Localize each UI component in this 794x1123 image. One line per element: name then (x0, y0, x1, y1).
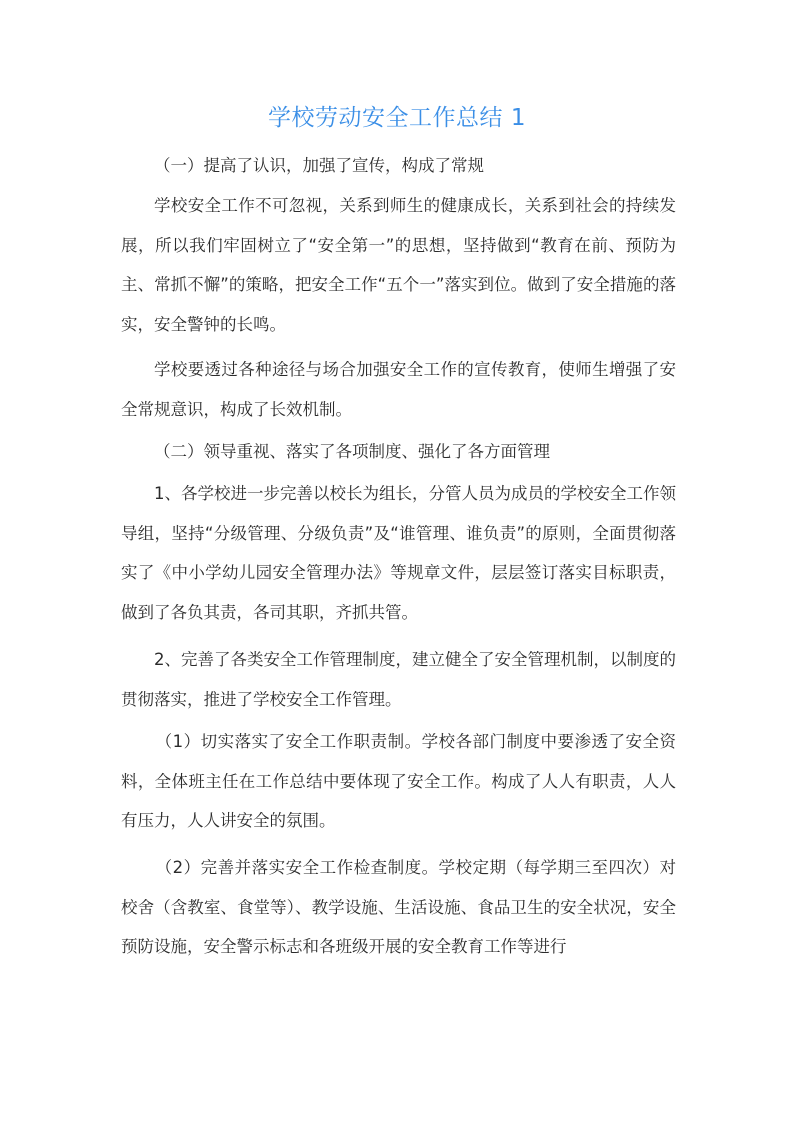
section-heading-1: （一）提高了认识，加强了宣传，构成了常规 (154, 156, 484, 175)
document-title: 学校劳动安全工作总结 1 (268, 105, 526, 131)
body-paragraph-1: 学校安全工作不可忽视，关系到师生的健康成长，关系到社会的持续发展，所以我们牢固树立了“安全第一”的思想，坚持做到“教育在前、预防为主、常抓不懈”的策略，把安全工作“五个一”落实到位。做到了安全措施的落实，安全警钟的长鸣。 (121, 196, 676, 334)
body-paragraph-6: （2）完善并落实安全工作检查制度。学校定期（每学期三至四次）对校舍（含教室、食堂等）、教学设施、生活设施、食品卫生的安全状况，安全预防设施，安全警示标志和各班级开展的安全教育工作等进行 (121, 858, 676, 956)
body-paragraph-2: 学校要透过各种途径与场合加强安全工作的宣传教育，使师生增强了安全常规意识，构成了长效机制。 (121, 360, 676, 419)
body-paragraph-5: （1）切实落实了安全工作职责制。学校各部门制度中要渗透了安全资料，全体班主任在工作总结中要体现了安全工作。构成了人人有职责，人人有压力，人人讲安全的氛围。 (121, 732, 676, 830)
body-paragraph-4: 2、完善了各类安全工作管理制度，建立健全了安全管理机制，以制度的贯彻落实，推进了学校安全工作管理。 (121, 650, 676, 709)
body-paragraph-3: 1、各学校进一步完善以校长为组长，分管人员为成员的学校安全工作领导组，坚持“分级管理、分级负责”及“谁管理、谁负责”的原则，全面贯彻落实了《中小学幼儿园安全管理办法》等规章文件，层层签订落实目标职责，做到了各负其责，各司其职，齐抓共管。 (121, 484, 676, 622)
section-heading-2: （二）领导重视、落实了各项制度、强化了各方面管理 (154, 442, 550, 461)
